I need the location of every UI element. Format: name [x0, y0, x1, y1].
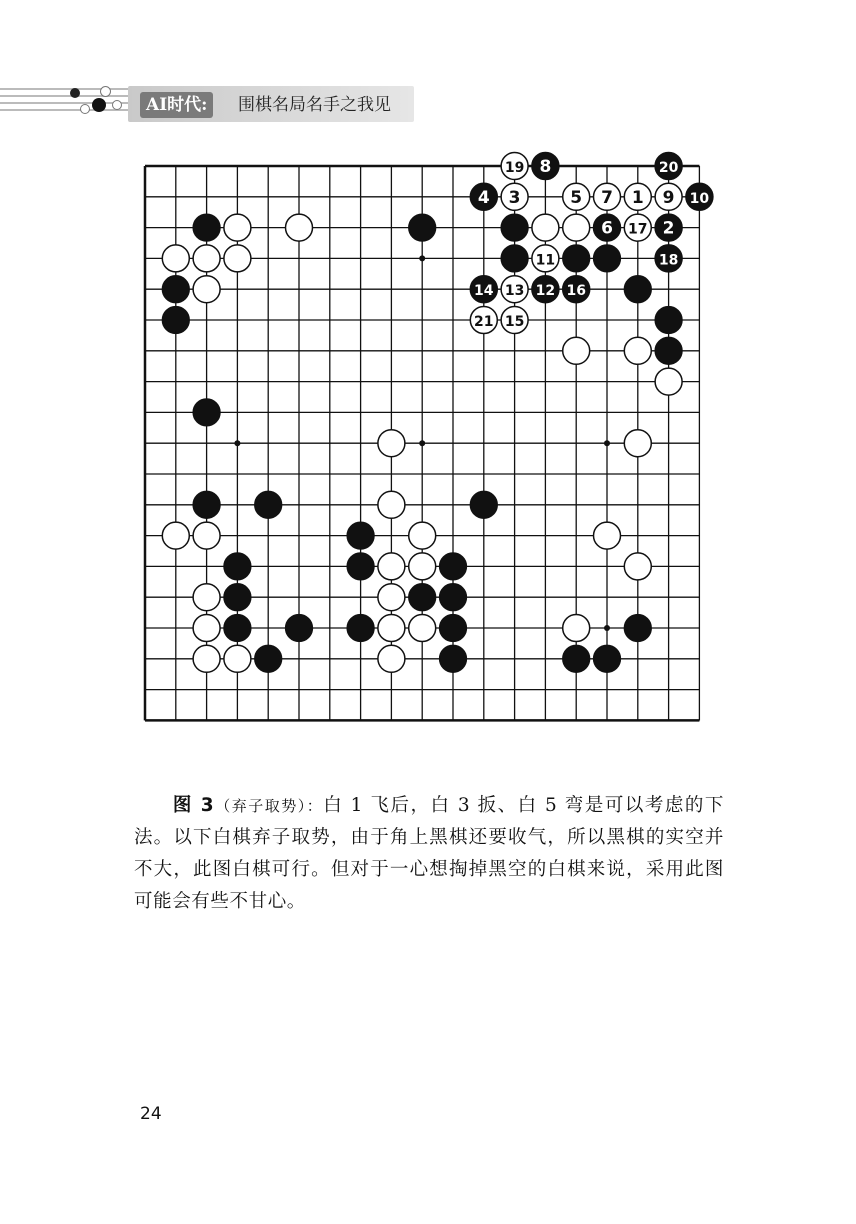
white-stone: [378, 430, 405, 457]
black-stone: [193, 214, 220, 241]
header-badge: AI时代:: [140, 92, 213, 118]
black-stone: [440, 584, 467, 611]
black-stone: [440, 615, 467, 642]
black-stone: [501, 245, 528, 272]
star-point: [419, 255, 425, 261]
page-number: 24: [140, 1104, 162, 1124]
black-stone: [501, 214, 528, 241]
black-stone: [440, 645, 467, 672]
move-number-label: 10: [689, 190, 710, 207]
black-stone: [224, 584, 251, 611]
move-number-label: 5: [570, 187, 583, 208]
move-number-label: 15: [504, 314, 525, 330]
figure-caption: [134, 790, 724, 918]
white-stone: [162, 522, 189, 549]
white-stone: [563, 337, 590, 364]
white-stone: [624, 337, 651, 364]
white-stone: [563, 214, 590, 241]
white-stone: [378, 615, 405, 642]
black-stone: [255, 491, 282, 518]
black-stone: [347, 553, 374, 580]
white-stone: [409, 522, 436, 549]
white-stone: [532, 214, 559, 241]
black-stone: [347, 615, 374, 642]
black-stone: [193, 491, 220, 518]
black-stone: [470, 491, 497, 518]
black-stone: [655, 337, 682, 364]
star-point: [604, 440, 610, 446]
caption-text: 白 1 飞后，白 3 扳、白 5 弯是可以考虑的下法。以下白棋弃子取势，由于角上黑棋还要收气，所以黑棋的实空并不大，此图白棋可行。但对于一心想掏掉黑空的白棋来说，采用此图可能会有些不甘心。: [134, 795, 724, 912]
white-stone: [224, 645, 251, 672]
move-number-label: 12: [535, 283, 556, 300]
white-stone: [655, 368, 682, 395]
black-stone: [347, 522, 374, 549]
white-stone: [378, 645, 405, 672]
white-stone: [378, 491, 405, 518]
black-stone: [224, 553, 251, 580]
black-stone: [162, 276, 189, 303]
black-stone: [624, 276, 651, 303]
move-number-label: 13: [504, 283, 525, 300]
white-stone: [378, 584, 405, 611]
black-stone: [255, 645, 282, 672]
move-number-label: 16: [566, 283, 586, 300]
white-stone: [162, 245, 189, 272]
black-stone: [409, 584, 436, 611]
move-number-label: 20: [658, 160, 679, 176]
black-stone: [193, 399, 220, 426]
white-stone: [193, 276, 220, 303]
move-number-label: 2: [662, 218, 675, 239]
black-stone: [440, 553, 467, 580]
move-number-label: 1: [631, 187, 644, 208]
move-number-label: 18: [658, 252, 679, 269]
white-stone: [594, 522, 621, 549]
black-stone: [624, 615, 651, 642]
white-stone: [193, 245, 220, 272]
star-point: [419, 440, 425, 446]
star-point: [234, 440, 240, 446]
white-stone: [624, 553, 651, 580]
move-number-label: 9: [662, 187, 675, 208]
black-stone: [224, 615, 251, 642]
move-number-label: 17: [628, 221, 648, 238]
black-stone: [594, 245, 621, 272]
white-stone: [193, 615, 220, 642]
white-stone: [624, 430, 651, 457]
move-number-label: 19: [504, 160, 525, 176]
white-stone: [193, 584, 220, 611]
white-stone: [224, 245, 251, 272]
header-title: 围棋名局名手之我见: [238, 95, 391, 115]
white-stone: [193, 645, 220, 672]
white-stone: [378, 553, 405, 580]
move-number-label: 4: [477, 187, 490, 208]
black-stone: [563, 245, 590, 272]
black-stone: [286, 615, 313, 642]
figure-note: （弃子取势）：: [214, 797, 324, 815]
move-number-label: 11: [535, 252, 556, 269]
move-number-label: 7: [601, 187, 613, 208]
move-number-label: 3: [508, 187, 521, 208]
black-stone: [655, 307, 682, 334]
star-point: [604, 625, 610, 631]
move-number-label: 8: [539, 157, 552, 177]
black-stone: [409, 214, 436, 241]
white-stone: [563, 615, 590, 642]
black-stone: [162, 307, 189, 334]
white-stone: [409, 615, 436, 642]
move-number-label: 6: [601, 218, 613, 239]
white-stone: [286, 214, 313, 241]
white-stone: [409, 553, 436, 580]
move-number-label: 14: [474, 283, 494, 300]
figure-label: 图 3: [172, 795, 215, 816]
white-stone: [224, 214, 251, 241]
move-number-label: 21: [474, 314, 494, 330]
black-stone: [563, 645, 590, 672]
white-stone: [193, 522, 220, 549]
black-stone: [594, 645, 621, 672]
